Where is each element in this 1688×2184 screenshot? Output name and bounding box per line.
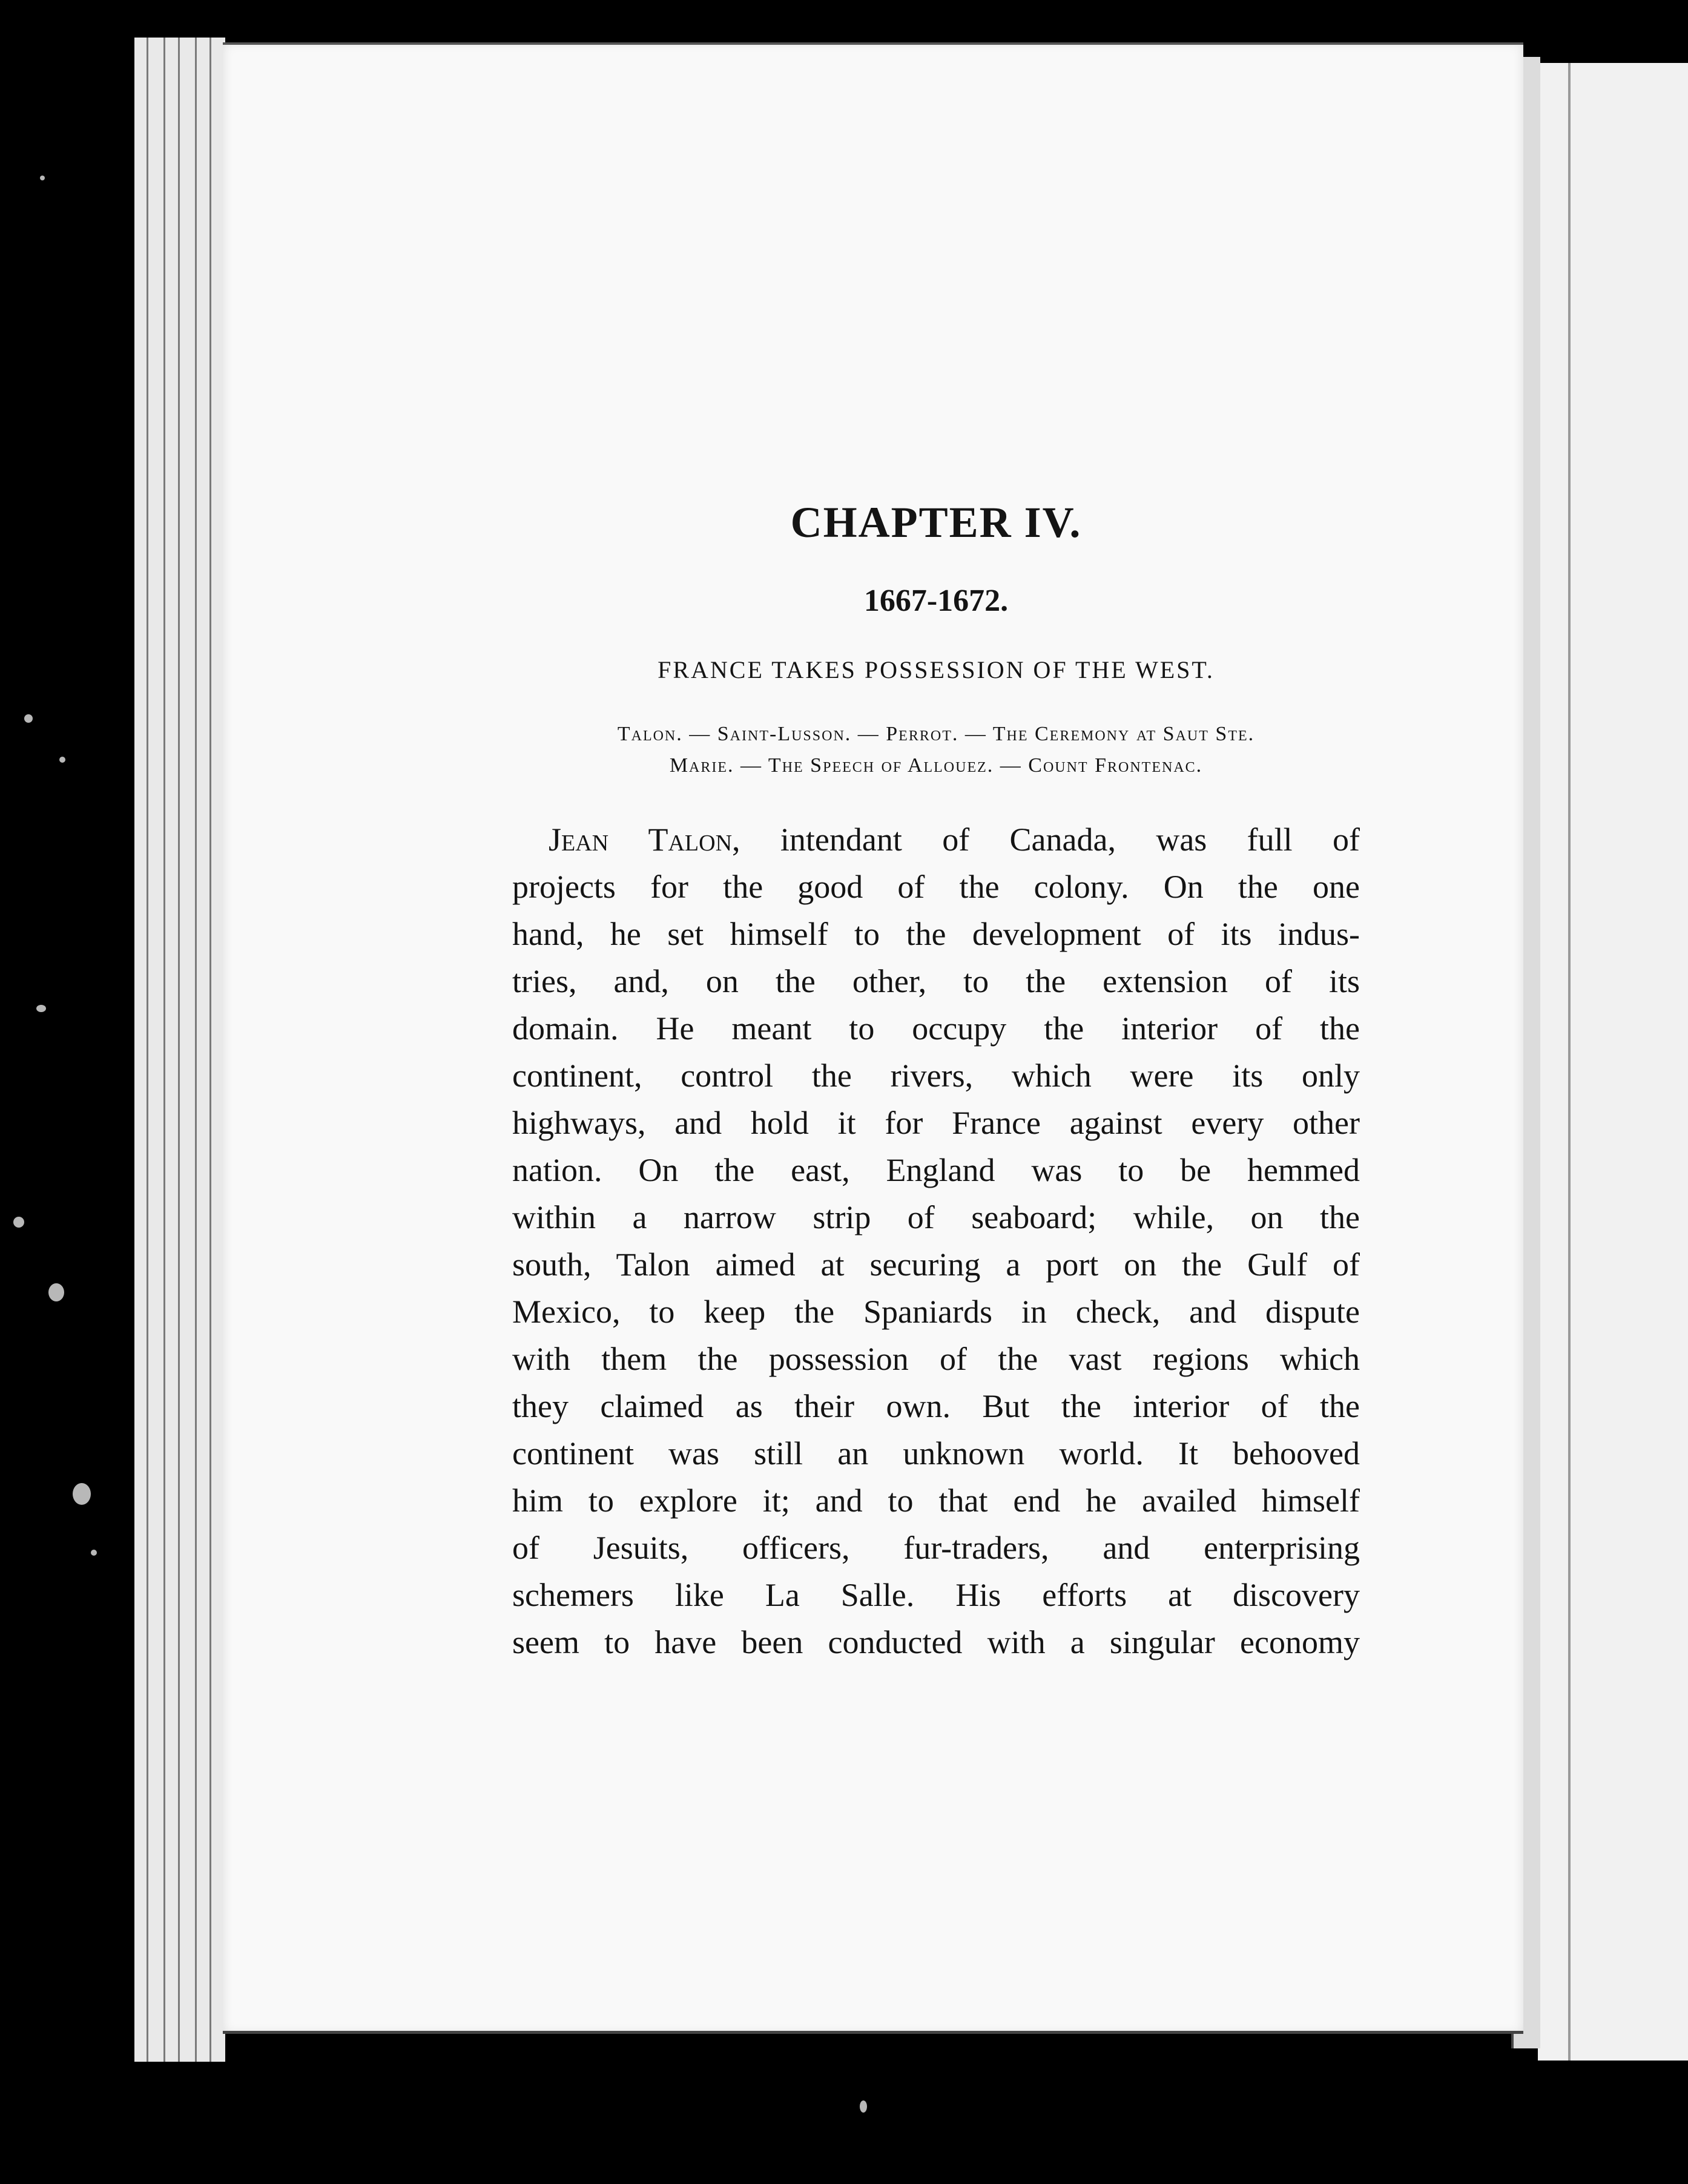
body-line: domain. He meant to occupy the interior of the	[512, 1010, 1360, 1047]
page-top-edge	[223, 42, 1523, 45]
body-paragraph	[512, 816, 1360, 1666]
chapter-synopsis	[512, 719, 1360, 782]
next-page	[1538, 63, 1688, 2061]
background-speck	[48, 1283, 64, 1301]
background-speck	[73, 1483, 91, 1505]
background-speck	[860, 2100, 867, 2113]
body-line: schemers like La Salle. His efforts at discovery	[512, 1577, 1360, 1614]
body-line: projects for the good of the colony. On the one	[512, 869, 1360, 906]
body-line: they claimed as their own. But the interior of the	[512, 1388, 1360, 1425]
background-speck	[24, 714, 33, 723]
body-line: south, Talon aimed at securing a port on the Gulf of	[512, 1246, 1360, 1283]
body-line: within a narrow strip of seaboard; while, on the	[512, 1199, 1360, 1236]
body-line: with them the possession of the vast regions which	[512, 1341, 1360, 1378]
body-line: of Jesuits, officers, fur-traders, and enterprising	[512, 1530, 1360, 1567]
background-speck	[59, 757, 65, 763]
background-speck	[40, 176, 45, 180]
body-line: seem to have been conducted with a singular economy	[512, 1624, 1360, 1661]
body-line: him to explore it; and to that end he availed himself	[512, 1482, 1360, 1519]
synopsis-line: Talon. — Saint-Lusson. — Perrot. — The Ceremony at Saut Ste.	[617, 722, 1255, 745]
page-text-block	[512, 496, 1360, 1666]
chapter-years: 1667-1672.	[863, 584, 1009, 619]
background-speck	[36, 1005, 46, 1012]
next-page-edge-line	[1568, 63, 1571, 2061]
background-speck	[13, 1217, 24, 1228]
body-line: nation. On the east, England was to be hemmed	[512, 1152, 1360, 1189]
body-line: tries, and, on the other, to the extension of its	[512, 963, 1360, 1000]
body-line: highways, and hold it for France against every other	[512, 1105, 1360, 1142]
body-line: continent was still an unknown world. It behooved	[512, 1435, 1360, 1472]
background-speck	[91, 1550, 97, 1556]
synopsis-line: Marie. — The Speech of Allouez. — Count Frontenac.	[669, 754, 1203, 777]
body-line: Mexico, to keep the Spaniards in check, and dispute	[512, 1294, 1360, 1330]
body-lead-word: Jean Talon,	[549, 821, 740, 858]
chapter-subtitle: FRANCE TAKES POSSESSION OF THE WEST.	[658, 656, 1215, 683]
body-line: continent, control the rivers, which were its only	[512, 1057, 1360, 1094]
page-stack-edge	[134, 38, 225, 2062]
body-line: hand, he set himself to the development of its indus-	[512, 916, 1360, 953]
body-line	[512, 816, 1360, 863]
body-first-line-rest: intendant of Canada, was full of	[740, 821, 1360, 858]
chapter-title: CHAPTER IV.	[790, 498, 1082, 547]
page-bottom-edge	[223, 2031, 1523, 2034]
